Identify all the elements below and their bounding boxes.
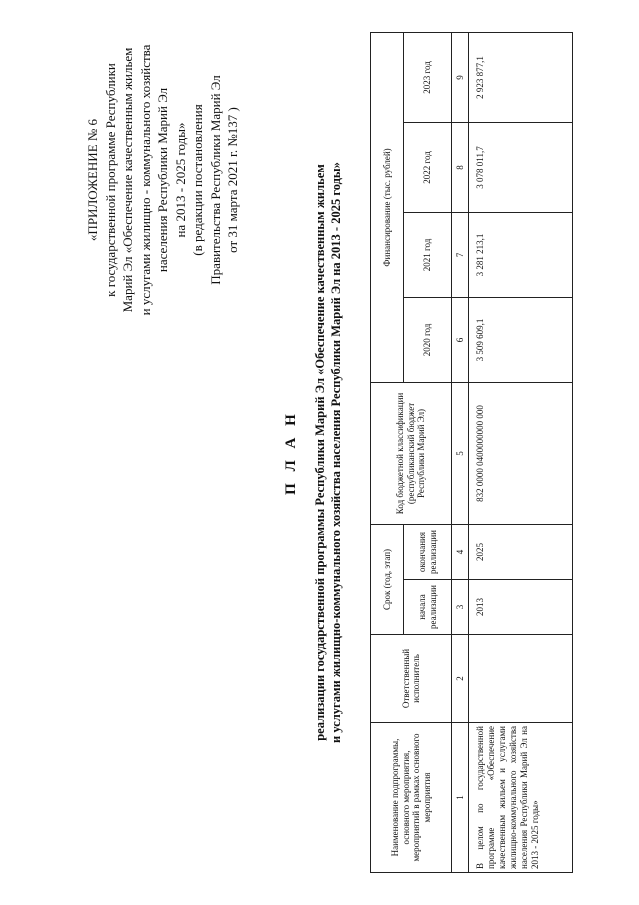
appendix-line: на 2013 - 2025 годы» bbox=[172, 122, 188, 238]
header-year-2021: 2021 год bbox=[404, 212, 452, 297]
column-number: 5 bbox=[452, 382, 469, 524]
row-financing-2020: 3 509 609,1 bbox=[469, 297, 573, 382]
subtitle-line-2: и услугами жилищно-коммунального хозяйства населения Республики Марий Эл на 2013 - 2025 годы» bbox=[329, 162, 343, 743]
plan-subtitle bbox=[312, 0, 344, 905]
row-financing-2022: 3 078 011,7 bbox=[469, 122, 573, 212]
column-number: 8 bbox=[452, 122, 469, 212]
row-financing-2021: 3 281 213,1 bbox=[469, 212, 573, 297]
appendix-line: Правительства Республики Марий Эл bbox=[207, 75, 223, 285]
table-row bbox=[469, 32, 573, 872]
column-number: 6 bbox=[452, 297, 469, 382]
column-number: 3 bbox=[452, 580, 469, 635]
header-year-2022: 2022 год bbox=[404, 122, 452, 212]
appendix-line: к государственной программе Республики bbox=[102, 63, 118, 297]
row-executor bbox=[469, 635, 573, 723]
column-number-row bbox=[452, 32, 469, 872]
header-executor: Ответственный исполнитель bbox=[371, 635, 452, 723]
appendix-line: и услугами жилищно - коммунального хозяйства bbox=[137, 44, 153, 316]
plan-title: П Л А Н bbox=[283, 410, 299, 495]
appendix-block bbox=[84, 0, 242, 360]
header-term-start: начала реализации bbox=[404, 580, 452, 635]
header-name: Наименование подпрограммы, основного мероприятия, мероприятий в рамках основного мероприятия bbox=[371, 723, 452, 873]
appendix-line: «ПРИЛОЖЕНИЕ № 6 bbox=[85, 118, 100, 242]
row-name: В целом по государственной программе «Обеспечение качественным жильем и услугами жилищно-коммунального хозяйства населения Республики Марий Эл на 2013 - 2025 годы» bbox=[469, 723, 573, 873]
header-financing: Финансирование (тыс. рублей) bbox=[371, 32, 404, 382]
plan-table bbox=[370, 32, 573, 873]
column-number: 9 bbox=[452, 32, 469, 122]
row-end-year: 2025 bbox=[469, 524, 573, 579]
row-financing-2023: 2 923 877,1 bbox=[469, 32, 573, 122]
subtitle-line-1: реализации государственной программы Республики Марий Эл «Обеспечение качественным жильем bbox=[313, 164, 327, 741]
header-term: Срок (год, этап) bbox=[371, 524, 404, 634]
column-number: 1 bbox=[452, 723, 469, 873]
appendix-line: Марий Эл «Обеспечение качественным жильем bbox=[120, 47, 135, 313]
column-number: 2 bbox=[452, 635, 469, 723]
row-start-year: 2013 bbox=[469, 580, 573, 635]
appendix-line: (в редакции постановления bbox=[190, 104, 205, 256]
header-budget-code: Код бюджетной классификации (республиканский бюджет Республики Марий Эл) bbox=[371, 382, 452, 524]
appendix-line: от 31 марта 2021 г. №137 ) bbox=[225, 107, 240, 253]
header-year-2023: 2023 год bbox=[404, 32, 452, 122]
column-number: 4 bbox=[452, 524, 469, 579]
appendix-line: населения Республики Марий Эл bbox=[155, 87, 170, 273]
column-number: 7 bbox=[452, 212, 469, 297]
header-term-end: окончания реализации bbox=[404, 524, 452, 579]
row-budget-code: 832 0000 0400000000 000 bbox=[469, 382, 573, 524]
header-year-2020: 2020 год bbox=[404, 297, 452, 382]
